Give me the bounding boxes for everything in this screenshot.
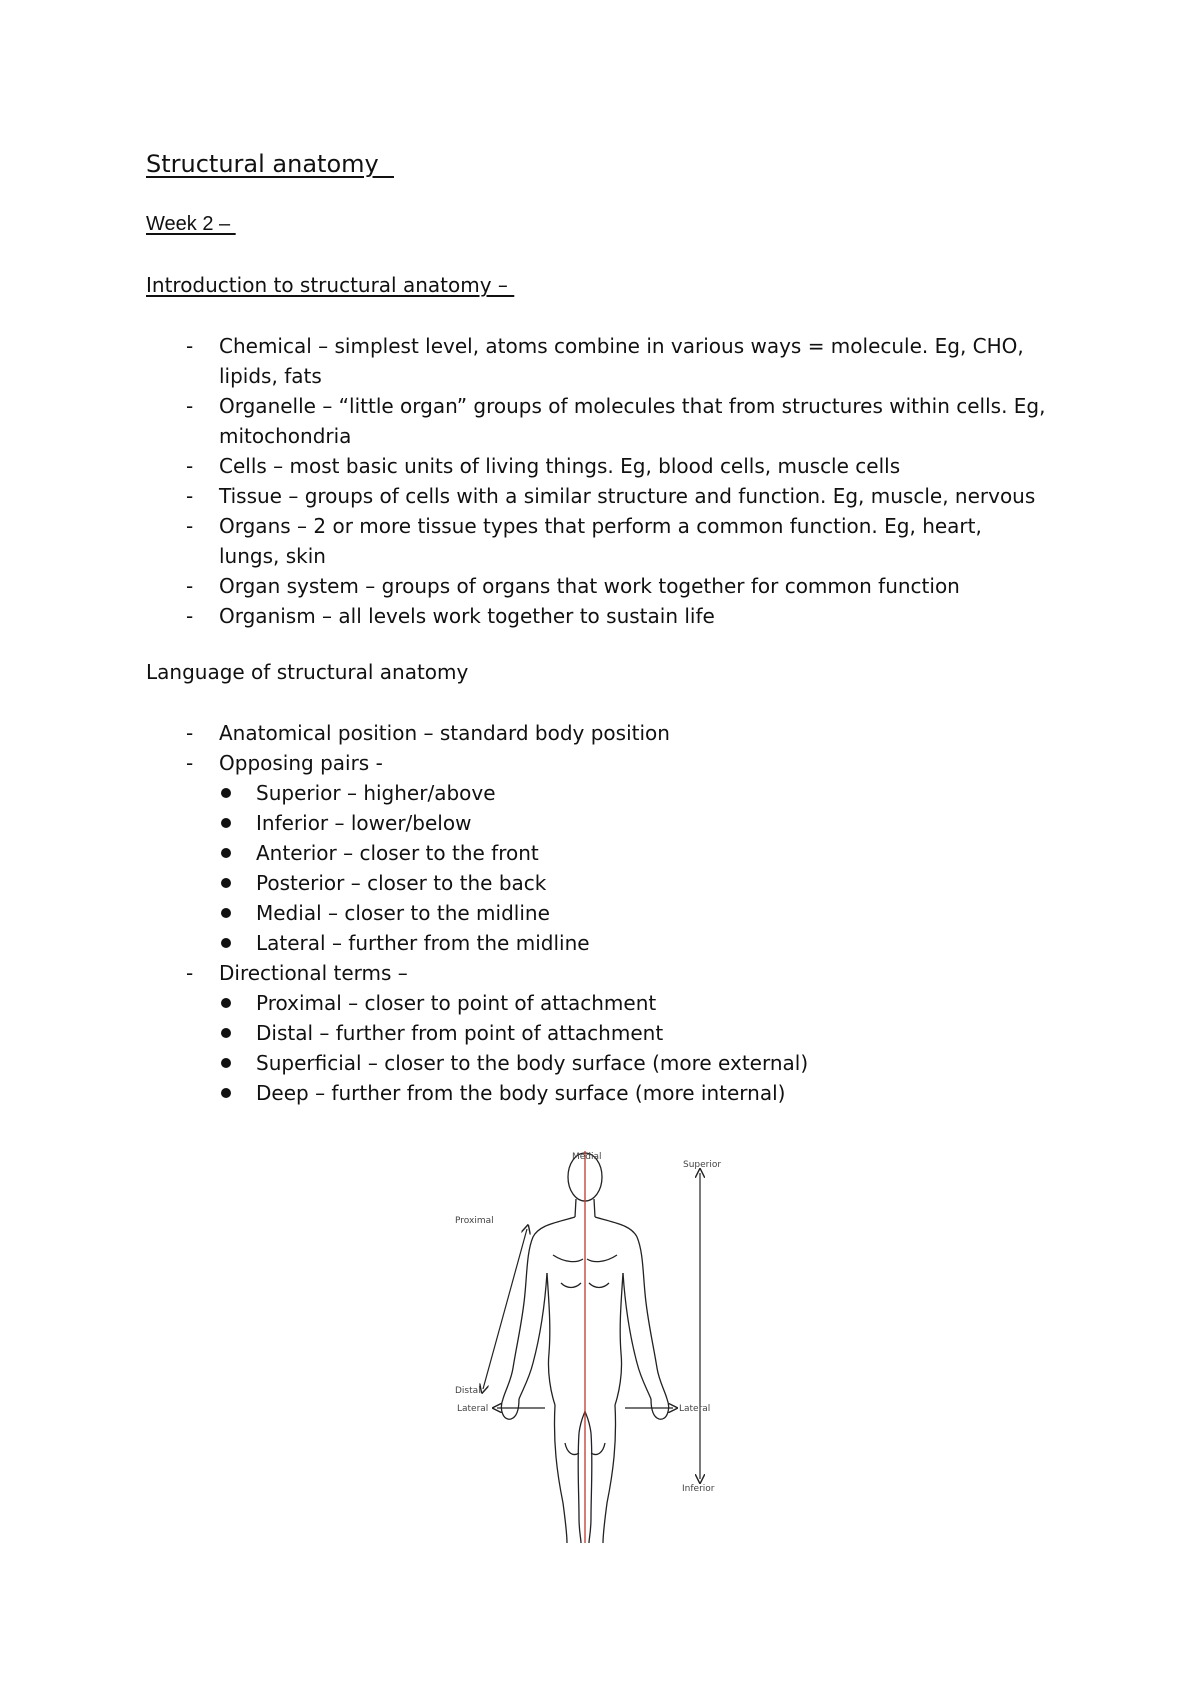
dash-bullet: - xyxy=(186,484,194,508)
bullet-dot xyxy=(221,1088,231,1098)
list-item-anatomical-position xyxy=(146,718,1046,748)
label-lateral-left: Lateral xyxy=(457,1404,489,1414)
right-hand xyxy=(651,1399,669,1419)
sub-item-superficial xyxy=(146,1048,1046,1078)
label-distal: Distal xyxy=(455,1386,481,1396)
bullet-dot xyxy=(221,818,231,828)
right-leg-inner xyxy=(589,1433,592,1543)
sub-item-text: Superior – higher/above xyxy=(256,781,496,805)
right-arm-inner xyxy=(623,1273,651,1399)
list-item-tissue xyxy=(146,481,1046,511)
bullet-dot xyxy=(221,848,231,858)
dash-bullet: - xyxy=(186,574,194,598)
list-item-text: Organism – all levels work together to sustain life xyxy=(219,604,715,628)
list-item-text: Cells – most basic units of living things. Eg, blood cells, muscle cells xyxy=(219,454,901,478)
sub-item-text: Superficial – closer to the body surface (more external) xyxy=(256,1051,809,1075)
list-item-cells xyxy=(146,451,1046,481)
dash-bullet: - xyxy=(186,394,194,418)
bullet-dot xyxy=(221,938,231,948)
label-lateral-right: Lateral xyxy=(679,1404,711,1414)
intro-heading: Introduction to structural anatomy – xyxy=(146,273,515,297)
list-item-organs xyxy=(146,511,1046,571)
sub-item-inferior xyxy=(146,808,1046,838)
list-item-chemical xyxy=(146,331,1046,391)
dash-bullet: - xyxy=(186,961,194,985)
proximal-distal-arrow xyxy=(483,1229,527,1389)
left-arm-inner xyxy=(519,1273,547,1399)
bullet-dot xyxy=(221,1028,231,1038)
right-arm-outer xyxy=(595,1217,667,1399)
sub-item-text: Medial – closer to the midline xyxy=(256,901,550,925)
dash-bullet: - xyxy=(186,514,194,538)
list-item-text: Opposing pairs - xyxy=(219,751,383,775)
language-heading: Language of structural anatomy xyxy=(146,660,469,684)
levels-list xyxy=(146,331,1046,631)
sub-item-proximal xyxy=(146,988,1046,1018)
right-leg-outer xyxy=(603,1405,616,1543)
list-item-opposing-pairs xyxy=(146,748,1046,778)
anatomy-figure xyxy=(455,1143,745,1543)
label-medial: Medial xyxy=(572,1152,602,1162)
label-inferior: Inferior xyxy=(682,1484,715,1494)
list-item-text: Organs – 2 or more tissue types that perform a common function. Eg, heart, lungs, skin xyxy=(219,514,982,568)
dash-bullet: - xyxy=(186,751,194,775)
list-item-text: Directional terms – xyxy=(219,961,408,985)
sub-item-text: Inferior – lower/below xyxy=(256,811,472,835)
sub-item-superior xyxy=(146,778,1046,808)
sub-item-distal xyxy=(146,1018,1046,1048)
bullet-dot xyxy=(221,908,231,918)
sub-item-lateral xyxy=(146,928,1046,958)
sub-item-posterior xyxy=(146,868,1046,898)
sub-item-text: Posterior – closer to the back xyxy=(256,871,547,895)
bullet-dot xyxy=(221,788,231,798)
dash-bullet: - xyxy=(186,334,194,358)
list-item-text: Tissue – groups of cells with a similar structure and function. Eg, muscle, nervous xyxy=(219,484,1036,508)
left-arm-outer xyxy=(503,1217,575,1399)
language-list xyxy=(146,718,1046,1108)
list-item-text: Organelle – “little organ” groups of molecules that from structures within cells. Eg, mitochondria xyxy=(219,394,1046,448)
body-diagram xyxy=(455,1143,745,1543)
list-item-text: Chemical – simplest level, atoms combine in various ways = molecule. Eg, CHO, lipids, fats xyxy=(219,334,1024,388)
list-item-organism xyxy=(146,601,1046,631)
bullet-dot xyxy=(221,998,231,1008)
bullet-dot xyxy=(221,878,231,888)
list-item-directional-terms xyxy=(146,958,1046,988)
left-hand xyxy=(501,1399,519,1419)
sub-item-medial xyxy=(146,898,1046,928)
sub-item-text: Proximal – closer to point of attachment xyxy=(256,991,657,1015)
sub-item-text: Lateral – further from the midline xyxy=(256,931,590,955)
list-item-organ-system xyxy=(146,571,1046,601)
label-proximal: Proximal xyxy=(455,1216,494,1226)
torso-left xyxy=(547,1273,555,1405)
sub-item-text: Anterior – closer to the front xyxy=(256,841,539,865)
list-item-text: Organ system – groups of organs that work together for common function xyxy=(219,574,960,598)
dash-bullet: - xyxy=(186,604,194,628)
label-superior: Superior xyxy=(683,1160,722,1170)
sub-item-deep xyxy=(146,1078,1046,1108)
torso-right xyxy=(615,1273,623,1405)
page-title: Structural anatomy xyxy=(146,150,394,178)
week-heading: Week 2 – xyxy=(146,213,236,235)
left-leg-outer xyxy=(554,1405,567,1543)
list-item-text: Anatomical position – standard body position xyxy=(219,721,670,745)
dash-bullet: - xyxy=(186,454,194,478)
left-leg-inner xyxy=(578,1433,581,1543)
sub-item-text: Deep – further from the body surface (more internal) xyxy=(256,1081,786,1105)
sub-item-anterior xyxy=(146,838,1046,868)
bullet-dot xyxy=(221,1058,231,1068)
sub-item-text: Distal – further from point of attachment xyxy=(256,1021,664,1045)
dash-bullet: - xyxy=(186,721,194,745)
list-item-organelle xyxy=(146,391,1046,451)
